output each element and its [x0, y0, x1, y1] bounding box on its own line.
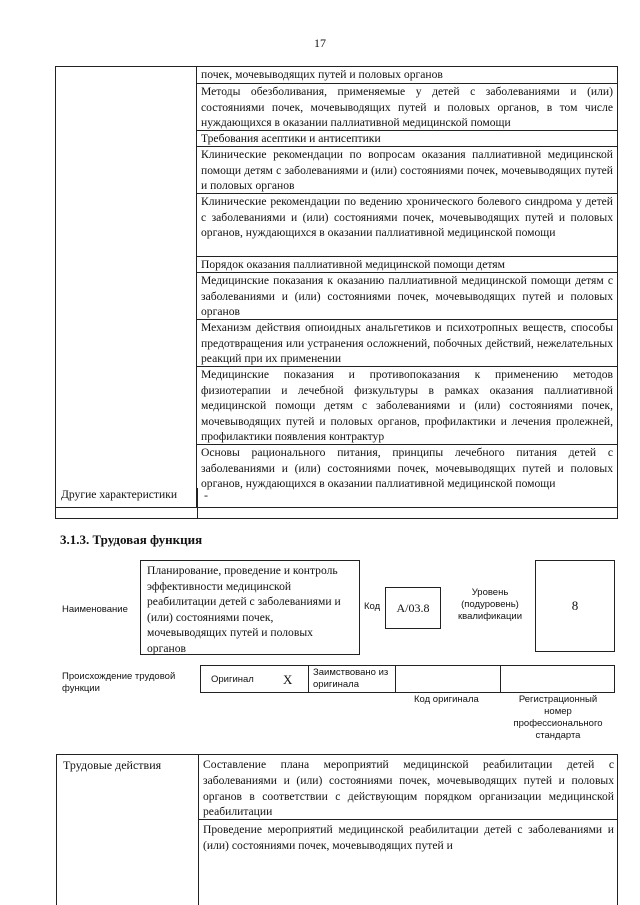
origin-label: Происхождение трудовой функции: [62, 671, 176, 694]
level-box: [535, 560, 615, 652]
original-label: Оригинал: [211, 674, 254, 685]
labor-actions-table: [56, 754, 618, 905]
knowledge-item: Клинические рекомендации по ведению хронического болевого синдрома у детей с заболеваниями и (или) состояниями почек, мочевыводящих путей и половых органов, нуждающихся в оказании паллиативной медицинской помощи: [197, 194, 617, 257]
labor-actions-list: [198, 755, 618, 905]
knowledge-item: Механизм действия опиоидных анальгетиков и психотропных веществ, способы предотвращения или устранения осложнений, побочных действий, нежелательных реакций при их применении: [197, 320, 617, 367]
labor-action-item: Проведение мероприятий медицинской реабилитации детей с заболеваниями и (или) состояниями почек, мочевыводящих путей и: [203, 823, 614, 852]
code-label: Код: [364, 601, 381, 612]
knowledge-item: Медицинские показания к оказанию паллиативной медицинской помощи детям с заболеваниями и (или) состояниями почек, мочевыводящих путей и половых органов: [197, 273, 617, 320]
level-label: Уровень (подуровень) квалификации: [457, 587, 523, 622]
divider: [500, 666, 501, 692]
knowledge-table: [55, 66, 618, 508]
registration-number-caption: Регистрационный номер профессионального стандарта: [513, 694, 603, 741]
borrowed-label: Заимствовано из оригинала: [313, 667, 389, 690]
knowledge-item: Клинические рекомендации по вопросам оказания паллиативной медицинской помощи детям с заболеваниями и (или) состояниями почек, мочевыводящих путей и половых органов: [197, 147, 617, 194]
page-number: 17: [314, 36, 326, 50]
knowledge-item: Основы рационального питания, принципы лечебного питания детей с заболеваниями и (или) состояниями почек, мочевыводящих путей и половых органов, нуждающихся в оказании паллиативной медицинской помощи: [201, 446, 613, 490]
knowledge-item: Методы обезболивания, применяемые у детей с заболеваниями и (или) состояниями почек, мочевыводящих путей и половых органов, в том числе нуждающихся в оказании паллиативной медицинской помощи: [197, 84, 617, 131]
original-code-caption: Код оригинала: [414, 694, 479, 705]
labor-actions-label: Трудовые действия: [63, 758, 162, 772]
labor-action-item: Составление плана мероприятий медицинской реабилитации детей с заболеваниями и (или) состояниями почек, мочевыводящих путей и половых органов в соответствии с действующим порядком организации медицинской реабилитации: [199, 755, 618, 820]
divider: [395, 666, 396, 692]
code-value: А/03.8: [396, 601, 430, 615]
original-mark: X: [283, 672, 293, 687]
other-characteristics-row: [55, 488, 618, 519]
code-box: [385, 587, 441, 629]
divider: [308, 666, 309, 692]
other-characteristics-label: Другие характеристики: [61, 488, 178, 501]
knowledge-item: Медицинские показания и противопоказания к применению методов физиотерапии и лечебной физкультуры в рамках оказания паллиативной медицинской помощи детям с заболеваниями и (или) состояниями почек, мочевыводящих путей и половых органов, профилактики и лечения пролежней, профилактики появления контрактур: [197, 367, 617, 445]
knowledge-item: Порядок оказания паллиативной медицинской помощи детям: [197, 257, 617, 273]
knowledge-label-cell: [56, 67, 197, 507]
knowledge-item: Требования асептики и антисептики: [197, 131, 617, 147]
function-name: Планирование, проведение и контроль эффективности медицинской реабилитации детей с заболеваниями и (или) состояниями почек, мочевыводящих путей и половых органов: [147, 564, 341, 655]
other-characteristics-value: -: [197, 488, 614, 518]
knowledge-item: почек, мочевыводящих путей и половых органов: [197, 67, 617, 84]
name-label: Наименование: [62, 604, 128, 615]
level-value: 8: [571, 598, 579, 613]
section-title: 3.1.3. Трудовая функция: [60, 532, 203, 547]
name-box: [140, 560, 360, 655]
knowledge-list: [197, 67, 617, 507]
origin-row: [200, 665, 615, 693]
